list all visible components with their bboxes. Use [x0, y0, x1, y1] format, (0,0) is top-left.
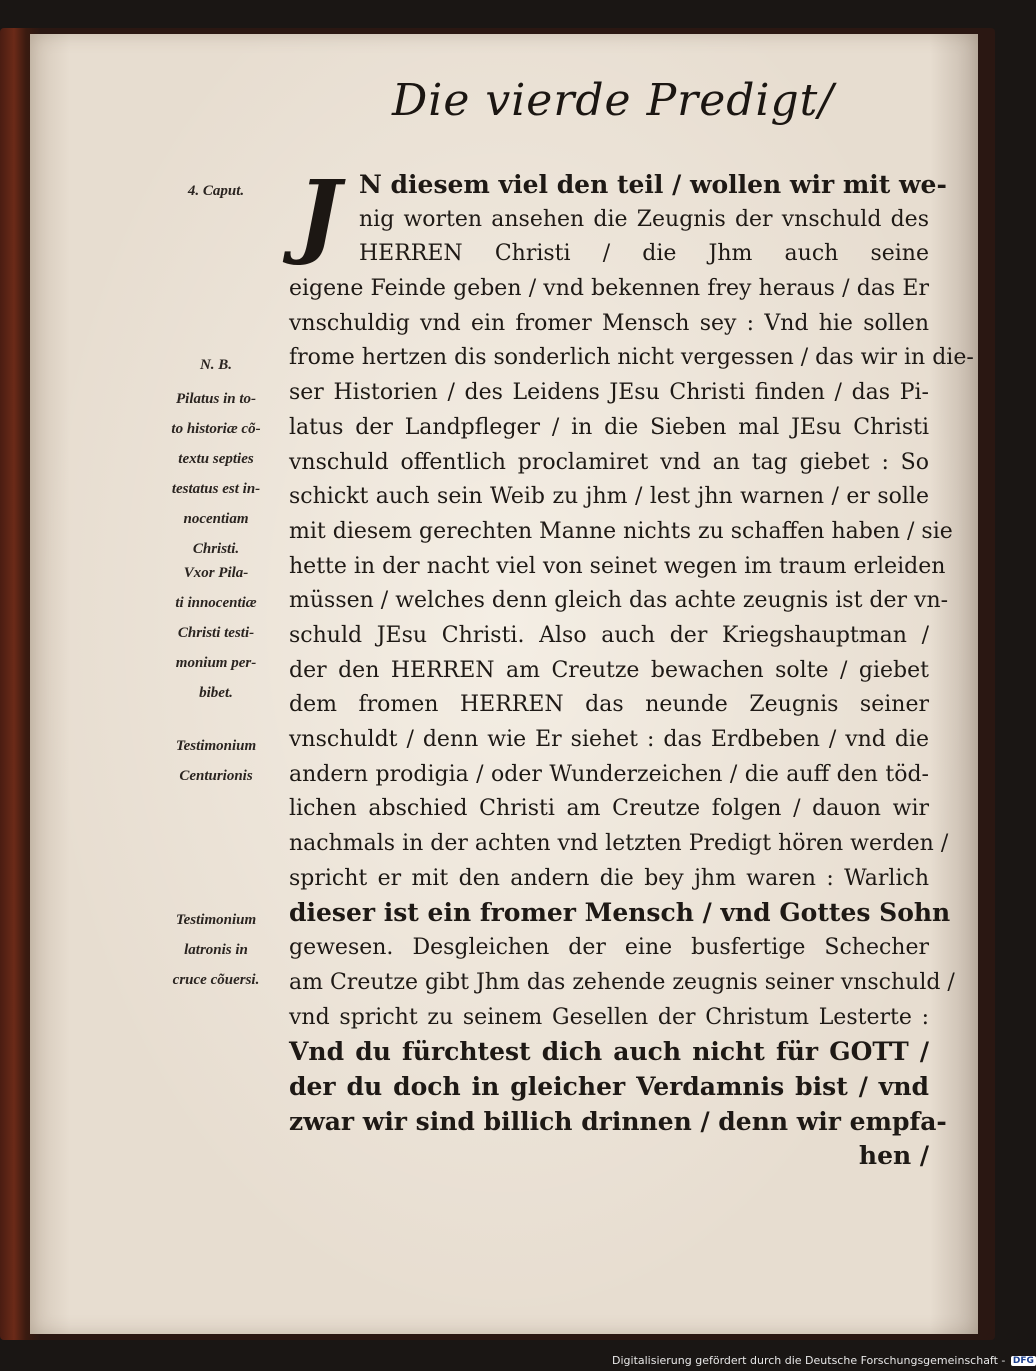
digitization-footer	[612, 1354, 1036, 1367]
margin-note	[150, 176, 282, 206]
text-line: vnschuldig vnd ein fromer Mensch sey : Vnd hie sollen	[289, 310, 929, 336]
text-line: ser Historien / des Leidens JEsu Christi finden / das Pi-	[289, 380, 929, 406]
running-title: Die vierde Predigt/	[392, 75, 835, 126]
margin-note-line: to historiæ cõ-	[171, 421, 261, 438]
text-line: hen /	[858, 1141, 929, 1171]
margin-note-line: Testimonium	[175, 911, 257, 928]
margin-note-line: latronis in	[184, 941, 248, 958]
margin-note-line: Christi.	[192, 541, 240, 558]
text-line: vnd spricht zu seinem Gesellen der Christum Lesterte :	[289, 1004, 929, 1030]
margin-note-line: N. B.	[199, 356, 233, 373]
margin-note	[150, 558, 282, 708]
text-line: müssen / welches denn gleich das achte zeugnis ist der vn-	[289, 588, 949, 614]
margin-note	[150, 384, 282, 564]
text-line: der du doch in gleicher Verdamnis bist / vnd	[289, 1071, 929, 1101]
text-line: spricht er mit den andern die bey jhm waren : Warlich	[289, 865, 929, 891]
text-line: der den HERREN am Creutze bewachen solte / giebet	[289, 657, 929, 683]
text-line: N diesem viel den teil / wollen wir mit we-	[359, 170, 947, 199]
text-line: hette in der nacht viel von seinet wegen im traum erleiden	[289, 553, 946, 579]
text-line: HERREN Christi / die Jhm auch seine	[359, 241, 929, 267]
text-line: schickt auch sein Weib zu jhm / lest jhn warnen / er solle	[289, 484, 929, 510]
margin-note-line: textu septies	[178, 451, 254, 468]
decorated-initial: J	[297, 160, 341, 268]
margin-note	[150, 350, 282, 380]
margin-note-line: nocentiam	[183, 511, 249, 528]
text-line: eigene Feinde geben / vnd bekennen frey heraus / das Er	[289, 276, 929, 302]
text-line: vnschuldt / denn wie Er siehet : das Erdbeben / vnd die	[289, 727, 929, 752]
dfg-logo: DFG	[1012, 1356, 1034, 1366]
text-line: vnschuld offentlich proclamiret vnd an tag giebet : So	[289, 449, 929, 475]
margin-note-line: testatus est in-	[171, 481, 261, 498]
text-line: dem fromen HERREN das neunde Zeugnis seiner	[289, 692, 929, 718]
footer-text: Digitalisierung gefördert durch die Deutsche Forschungsgemeinschaft -	[612, 1354, 1006, 1367]
margin-note-line: Christi testi-	[177, 624, 255, 641]
margin-note	[150, 905, 282, 995]
margin-note-line: Vxor Pila-	[183, 564, 249, 581]
body-text	[289, 168, 974, 1174]
text-line: dieser ist ein fromer Mensch / vnd Gottes Sohn	[289, 898, 951, 928]
text-line: mit diesem gerechten Manne nichts zu schaffen haben / sie	[289, 518, 953, 544]
text-line: latus der Landpfleger / in die Sieben mal JEsu Christi	[289, 414, 929, 440]
margin-note-line: monium per-	[175, 654, 257, 671]
margin-note-line: ti innocentiæ	[175, 594, 257, 611]
text-line: Vnd du fürchtest dich auch nicht für GOTT /	[289, 1037, 929, 1067]
margin-note	[150, 731, 282, 791]
text-line: am Creutze gibt Jhm das zehende zeugnis seiner vnschuld /	[289, 969, 955, 995]
margin-note-line: bibet.	[199, 684, 233, 701]
margin-note-line: cruce cõuersi.	[172, 971, 260, 988]
margin-note-line: Testimonium	[175, 738, 257, 755]
margin-note-line: Centurionis	[179, 768, 253, 785]
margin-note-line: 4. Caput.	[187, 183, 245, 199]
text-line: zwar wir sind billich drinnen / denn wir empfa-	[289, 1106, 947, 1136]
text-line: gewesen. Desgleichen der eine busfertige Schecher	[289, 935, 929, 961]
text-line: nachmals in der achten vnd letzten Predigt hören werden /	[289, 831, 949, 857]
text-line: nig worten ansehen die Zeugnis der vnschuld des	[359, 206, 929, 232]
margin-note-line: Pilatus in to-	[175, 391, 257, 408]
text-line: lichen abschied Christi am Creutze folgen / dauon wir	[289, 796, 929, 822]
text-line: andern prodigia / oder Wunderzeichen / die auff den töd-	[289, 761, 929, 787]
text-line: frome hertzen dis sonderlich nicht vergessen / das wir in die-	[289, 345, 974, 371]
text-line: schuld JEsu Christi. Also auch der Kriegshauptman /	[289, 622, 929, 648]
